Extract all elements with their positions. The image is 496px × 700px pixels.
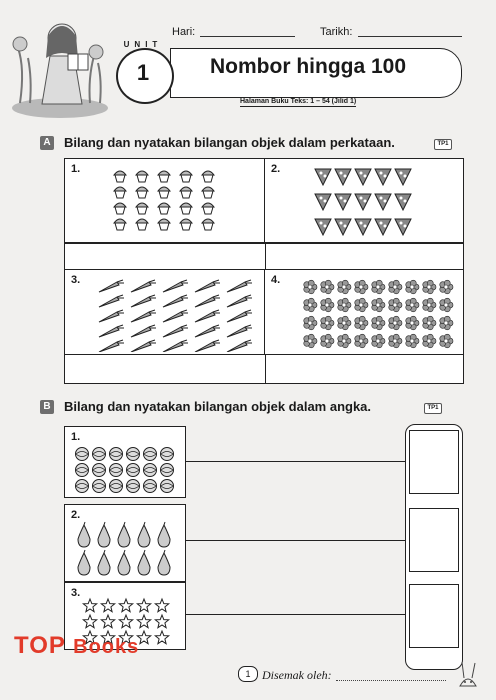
carrot-icon xyxy=(227,280,252,292)
cupcake-icon xyxy=(114,171,126,182)
flower-icon xyxy=(423,334,436,348)
flower-icon xyxy=(355,280,368,294)
cell-2-number: 2. xyxy=(271,163,281,175)
checked-by-label: Disemak oleh: xyxy=(262,668,332,682)
star-icon xyxy=(155,615,168,628)
carrot-icon xyxy=(163,280,188,292)
connector-line-1 xyxy=(186,461,405,462)
page-number: 1 xyxy=(238,666,258,682)
topbooks-logo: TOP Books xyxy=(14,632,140,659)
cupcake-group xyxy=(109,167,249,237)
carrot-icon xyxy=(131,280,156,292)
carrot-icon xyxy=(163,325,188,337)
answer-box-1[interactable] xyxy=(409,430,459,494)
flower-icon xyxy=(321,298,334,312)
flower-icon xyxy=(321,334,334,348)
carrot-icon xyxy=(131,340,156,352)
cell-2 xyxy=(265,159,463,243)
ball-icon xyxy=(110,448,123,461)
ball-icon xyxy=(144,464,157,477)
flower-icon xyxy=(321,316,334,330)
hari-field[interactable] xyxy=(200,26,295,37)
carrot-icon xyxy=(131,325,156,337)
carrot-group xyxy=(95,276,261,352)
cell-3 xyxy=(65,269,265,355)
carrot-icon xyxy=(227,295,252,307)
cupcake-icon xyxy=(180,219,192,230)
pear-icon xyxy=(78,522,90,547)
flower-icon xyxy=(440,298,453,312)
flower-icon xyxy=(338,298,351,312)
cupcake-icon xyxy=(202,203,214,214)
cupcake-icon xyxy=(114,187,126,198)
carrot-icon xyxy=(227,340,252,352)
cupcake-icon xyxy=(158,219,170,230)
connector-line-3 xyxy=(186,614,405,615)
unit-number: 1 xyxy=(136,60,150,85)
carrot-icon xyxy=(227,310,252,322)
pear-icon xyxy=(98,550,110,575)
star-icon xyxy=(101,615,114,628)
flower-icon xyxy=(338,280,351,294)
ball-icon xyxy=(127,480,140,493)
answer-row-1[interactable] xyxy=(65,243,463,270)
flower-icon xyxy=(338,334,351,348)
star-icon xyxy=(137,599,150,612)
flower-icon xyxy=(372,334,385,348)
cupcake-icon xyxy=(136,187,148,198)
answer-row-2[interactable] xyxy=(65,355,463,383)
bunny-doodle-icon xyxy=(448,656,488,696)
flower-icon xyxy=(304,280,317,294)
section-a-badge: A xyxy=(40,136,54,150)
cupcake-icon xyxy=(136,171,148,182)
ball-icon xyxy=(127,448,140,461)
flower-icon xyxy=(423,298,436,312)
carrot-icon xyxy=(131,295,156,307)
ball-icon xyxy=(110,464,123,477)
carrot-icon xyxy=(163,340,188,352)
flower-icon xyxy=(338,316,351,330)
cupcake-icon xyxy=(158,171,170,182)
cell-4-number: 4. xyxy=(271,274,281,286)
cupcake-icon xyxy=(158,203,170,214)
pizza-slice-icon xyxy=(355,194,371,210)
cell-4 xyxy=(265,269,463,355)
tp-tag-a: TP1 xyxy=(434,139,452,150)
carrot-icon xyxy=(99,325,124,337)
ball-group xyxy=(73,445,183,495)
cupcake-icon xyxy=(180,171,192,182)
flower-icon xyxy=(304,298,317,312)
flower-icon xyxy=(440,334,453,348)
flower-icon xyxy=(406,316,419,330)
pizza-slice-icon xyxy=(315,194,331,210)
pizza-slice-icon xyxy=(375,169,391,185)
cupcake-icon xyxy=(114,203,126,214)
unit-label: UNIT xyxy=(123,40,163,49)
tp-tag-b: TP1 xyxy=(424,403,442,414)
star-icon xyxy=(83,599,96,612)
item-1-number: 1. xyxy=(71,431,81,443)
item-1-box xyxy=(64,426,186,498)
carrot-icon xyxy=(195,325,220,337)
flower-icon xyxy=(440,280,453,294)
pear-icon xyxy=(138,522,150,547)
ball-icon xyxy=(161,480,174,493)
carrot-icon xyxy=(99,340,124,352)
pear-icon xyxy=(158,550,170,575)
section-a-instruction: Bilang dan nyatakan bilangan objek dalam perkataan. xyxy=(64,135,395,150)
carrot-icon xyxy=(163,295,188,307)
cupcake-icon xyxy=(114,219,126,230)
ball-icon xyxy=(144,448,157,461)
star-icon xyxy=(137,631,150,644)
cell-3-number: 3. xyxy=(71,274,81,286)
pizza-slice-icon xyxy=(335,194,351,210)
flower-icon xyxy=(423,316,436,330)
flower-icon xyxy=(389,316,402,330)
girl-with-gift-illustration xyxy=(10,8,110,118)
star-icon xyxy=(101,599,114,612)
pear-icon xyxy=(118,522,130,547)
carrot-icon xyxy=(227,325,252,337)
carrot-icon xyxy=(195,310,220,322)
flower-icon xyxy=(389,334,402,348)
ball-icon xyxy=(76,480,89,493)
cupcake-icon xyxy=(180,187,192,198)
textbook-reference: Halaman Buku Teks: 1 – 54 (Jilid 1) xyxy=(240,98,357,105)
carrot-icon xyxy=(195,295,220,307)
ball-icon xyxy=(127,464,140,477)
flower-icon xyxy=(406,298,419,312)
pizza-slice-icon xyxy=(395,169,411,185)
cupcake-icon xyxy=(158,187,170,198)
ball-icon xyxy=(93,448,106,461)
section-b-badge: B xyxy=(40,400,54,414)
carrot-icon xyxy=(195,280,220,292)
pizza-slice-icon xyxy=(315,219,331,235)
pizza-slice-icon xyxy=(315,169,331,185)
hari-label: Hari: xyxy=(172,26,196,38)
answer-box-3[interactable] xyxy=(409,584,459,648)
section-b-instruction: Bilang dan nyatakan bilangan objek dalam angka. xyxy=(64,399,372,414)
pizza-slice-icon xyxy=(355,219,371,235)
flower-icon xyxy=(372,298,385,312)
pizza-slice-icon xyxy=(335,219,351,235)
cupcake-icon xyxy=(180,203,192,214)
connector-line-2 xyxy=(186,540,405,541)
flower-icon xyxy=(355,334,368,348)
item-2-box xyxy=(64,504,186,582)
carrot-icon xyxy=(99,280,124,292)
flower-icon xyxy=(406,280,419,294)
flower-icon xyxy=(423,280,436,294)
ball-icon xyxy=(93,480,106,493)
pizza-slice-group xyxy=(311,163,421,239)
ball-icon xyxy=(76,464,89,477)
signature-line[interactable] xyxy=(336,680,446,681)
flower-icon xyxy=(355,298,368,312)
star-icon xyxy=(155,631,168,644)
star-icon xyxy=(137,615,150,628)
flower-icon xyxy=(304,316,317,330)
ball-icon xyxy=(144,480,157,493)
answer-box-2[interactable] xyxy=(409,508,459,572)
pizza-slice-icon xyxy=(355,169,371,185)
item-2-number: 2. xyxy=(71,509,81,521)
cell-1-number: 1. xyxy=(71,163,81,175)
cupcake-icon xyxy=(136,219,148,230)
pear-icon xyxy=(118,550,130,575)
pizza-slice-icon xyxy=(395,194,411,210)
flower-icon xyxy=(304,334,317,348)
cupcake-icon xyxy=(202,187,214,198)
flower-icon xyxy=(389,298,402,312)
carrot-icon xyxy=(163,310,188,322)
pear-icon xyxy=(138,550,150,575)
star-icon xyxy=(83,615,96,628)
cell-1 xyxy=(65,159,265,243)
flower-icon xyxy=(321,280,334,294)
tarikh-label: Tarikh: xyxy=(320,26,353,38)
pizza-slice-icon xyxy=(375,194,391,210)
tarikh-field[interactable] xyxy=(358,26,462,37)
pear-icon xyxy=(158,522,170,547)
star-icon xyxy=(119,599,132,612)
pear-icon xyxy=(78,550,90,575)
ball-icon xyxy=(93,464,106,477)
flower-icon xyxy=(406,334,419,348)
flower-icon xyxy=(440,316,453,330)
cupcake-icon xyxy=(202,219,214,230)
item-3-number: 3. xyxy=(71,587,81,599)
star-icon xyxy=(155,599,168,612)
flower-icon xyxy=(372,280,385,294)
ball-icon xyxy=(110,480,123,493)
ball-icon xyxy=(161,448,174,461)
pear-group xyxy=(73,521,183,579)
carrot-icon xyxy=(99,295,124,307)
pizza-slice-icon xyxy=(335,169,351,185)
carrot-icon xyxy=(131,310,156,322)
cupcake-icon xyxy=(202,171,214,182)
flower-group xyxy=(299,276,459,354)
page-title: Nombor hingga 100 xyxy=(210,55,407,78)
ball-icon xyxy=(161,464,174,477)
pizza-slice-icon xyxy=(395,219,411,235)
section-a-grid xyxy=(64,158,464,384)
flower-icon xyxy=(372,316,385,330)
pizza-slice-icon xyxy=(375,219,391,235)
cupcake-icon xyxy=(136,203,148,214)
carrot-icon xyxy=(99,310,124,322)
flower-icon xyxy=(389,280,402,294)
pear-icon xyxy=(98,522,110,547)
carrot-icon xyxy=(195,340,220,352)
ball-icon xyxy=(76,448,89,461)
star-icon xyxy=(119,615,132,628)
flower-icon xyxy=(355,316,368,330)
